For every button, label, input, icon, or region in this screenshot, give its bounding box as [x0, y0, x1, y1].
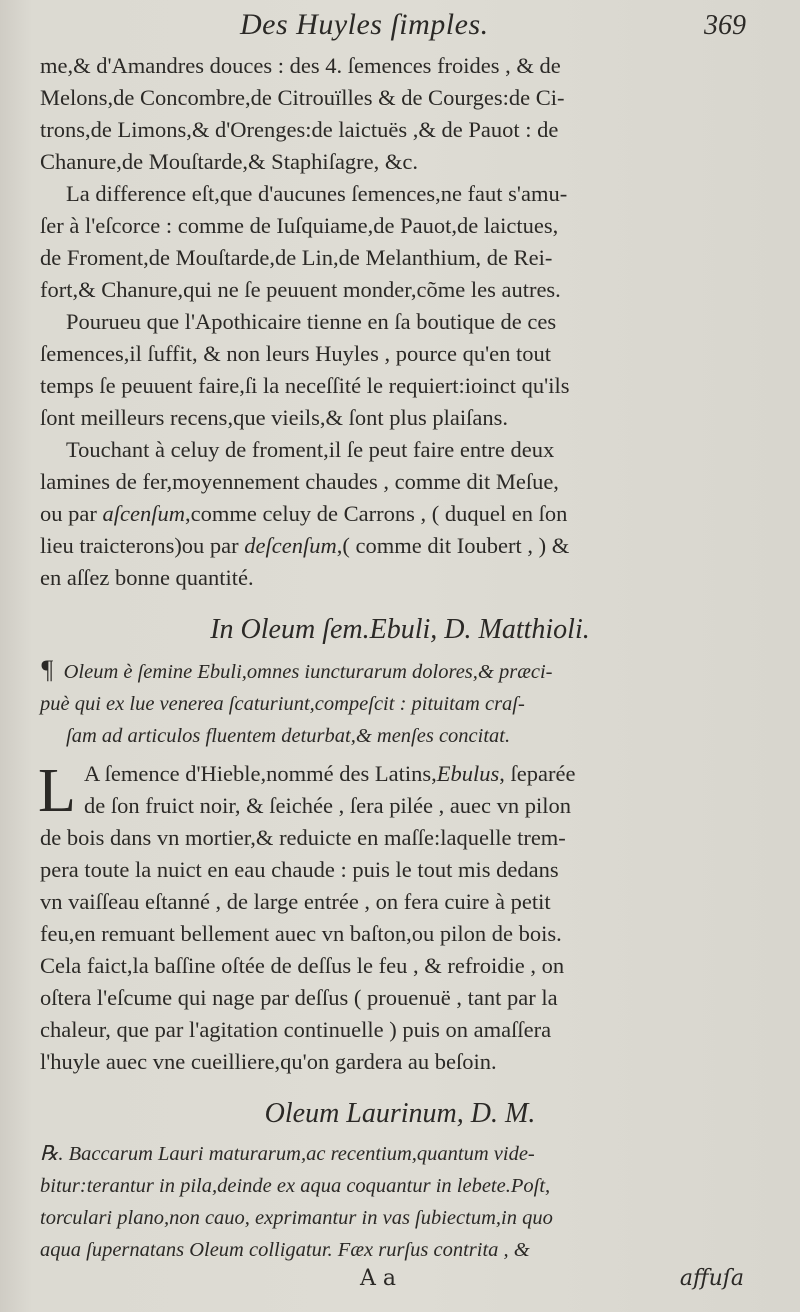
- text-segment: , ſeparée: [499, 761, 576, 786]
- text-line: trons,de Limons,& d'Orenges:de laictuës ,& de Pauot : de: [40, 117, 559, 142]
- text-line: bitur:terantur in pila,deinde ex aqua coquantur in lebete.Poſt,: [40, 1175, 551, 1197]
- text-line: [40, 654, 760, 688]
- text-line: ſer à l'eſcorce : comme de Iuſquiame,de Pauot,de laictues,: [40, 213, 559, 238]
- text-line: chaleur, que par l'agitation continuelle ) puis on amaſſera: [40, 1017, 552, 1042]
- page-number: 369: [704, 10, 746, 41]
- italic-term: Ebulus: [436, 761, 500, 786]
- paragraph-3: [40, 306, 760, 434]
- text-line: ſam ad articulos fluentem deturbat,& menſes concitat.: [66, 725, 511, 747]
- text-line: [40, 498, 760, 530]
- italic-term: deſcenſum: [244, 533, 337, 558]
- section-heading-ebuli: In Oleum ſem.Ebuli, D. Matthioli.: [210, 614, 590, 645]
- text-line: [40, 530, 760, 562]
- text-line: de ſon fruict noir, & ſeichée , ſera pilée , auec vn pilon: [84, 793, 572, 818]
- text-line: La difference eſt,que d'aucunes ſemences,ne faut s'amu-: [66, 181, 568, 206]
- pilcrow-mark: ¶: [40, 655, 54, 684]
- text-line: de Froment,de Mouſtarde,de Lin,de Melanthium, de Rei-: [40, 245, 553, 270]
- paragraph-hieble: [40, 758, 760, 1078]
- italic-term: aſcenſum: [102, 501, 185, 526]
- text-line: puè qui ex lue venerea ſcaturiunt,compeſcit : pituitam craſ-: [40, 693, 525, 715]
- signature-mark: A a: [360, 1266, 396, 1291]
- text-line: [40, 758, 760, 790]
- text-segment: lieu traicterons)ou par: [40, 533, 245, 558]
- paragraph-2: [40, 178, 760, 306]
- catchword: affuſa: [679, 1266, 744, 1291]
- text-line: ℞. Baccarum Lauri maturarum,ac recentium,quantum vide-: [40, 1143, 535, 1165]
- text-line: oſtera l'eſcume qui nage par deſſus ( prouenuë , tant par la: [40, 985, 558, 1010]
- drop-cap: L: [38, 757, 76, 825]
- text-segment: ,comme celuy de Carrons , ( duquel en ſon: [184, 501, 568, 526]
- text-line: Pourueu que l'Apothicaire tienne en ſa boutique de ces: [66, 309, 557, 334]
- text-line: Cela faict,la baſſine oſtée de deſſus le feu , & refroidie , on: [40, 953, 565, 978]
- text-line: lamines de fer,moyennement chaudes , comme dit Meſue,: [40, 469, 559, 494]
- page-footer: [40, 1266, 760, 1296]
- text-line: de bois dans vn mortier,& reduicte en maſſe:laquelle trem-: [40, 825, 566, 850]
- text-segment: A ſemence d'Hieble,nommé des Latins,: [84, 761, 437, 786]
- text-line: fort,& Chanure,qui ne ſe peuuent monder,cõme les autres.: [40, 277, 561, 302]
- text-line: l'huyle auec vne cueilliere,qu'on gardera au beſoin.: [40, 1049, 497, 1074]
- paragraph-1: [40, 50, 760, 178]
- text-segment: ou par: [40, 501, 103, 526]
- latin-passage-ebuli: [40, 654, 760, 752]
- text-line: torculari plano,non cauo, exprimantur in vas ſubiectum,in quo: [40, 1207, 553, 1229]
- text-line: ſont meilleurs recens,que vieils,& ſont plus plaiſans.: [40, 405, 509, 430]
- text-line: pera toute la nuict en eau chaude : puis le tout mis dedans: [40, 857, 559, 882]
- section-heading-laurinum: Oleum Laurinum, D. M.: [264, 1098, 536, 1129]
- latin-passage-laurinum: [40, 1138, 760, 1266]
- paragraph-4: [40, 434, 760, 594]
- running-title: Des Huyles ſimples.: [240, 8, 489, 41]
- text-line: aqua ſupernatans Oleum colligatur. Fæx rurſus contrita , &: [40, 1239, 530, 1261]
- text-line: Chanure,de Mouſtarde,& Staphiſagre, &c.: [40, 149, 419, 174]
- text-line: vn vaiſſeau eſtanné , de large entrée , on fera cuire à petit: [40, 889, 551, 914]
- text-line: ſemences,il ſuffit, & non leurs Huyles , pource qu'en tout: [40, 341, 552, 366]
- text-line: me,& d'Amandres douces : des 4. ſemences froides , & de: [40, 53, 561, 78]
- text-line: temps ſe peuuent faire,ſi la neceſſité le requiert:ioinct qu'ils: [40, 373, 570, 398]
- text-line: feu,en remuant bellement auec vn baſton,ou pilon de bois.: [40, 921, 562, 946]
- text-line: Touchant à celuy de froment,il ſe peut faire entre deux: [66, 437, 555, 462]
- text-line: en aſſez bonne quantité.: [40, 565, 254, 590]
- text-segment: Oleum è ſemine Ebuli,omnes iuncturarum dolores,& præci-: [63, 661, 553, 683]
- running-header: [40, 0, 760, 50]
- text-line: Melons,de Concombre,de Citrouïlles & de Courges:de Ci-: [40, 85, 565, 110]
- text-segment: ,( comme dit Ioubert , ) &: [336, 533, 570, 558]
